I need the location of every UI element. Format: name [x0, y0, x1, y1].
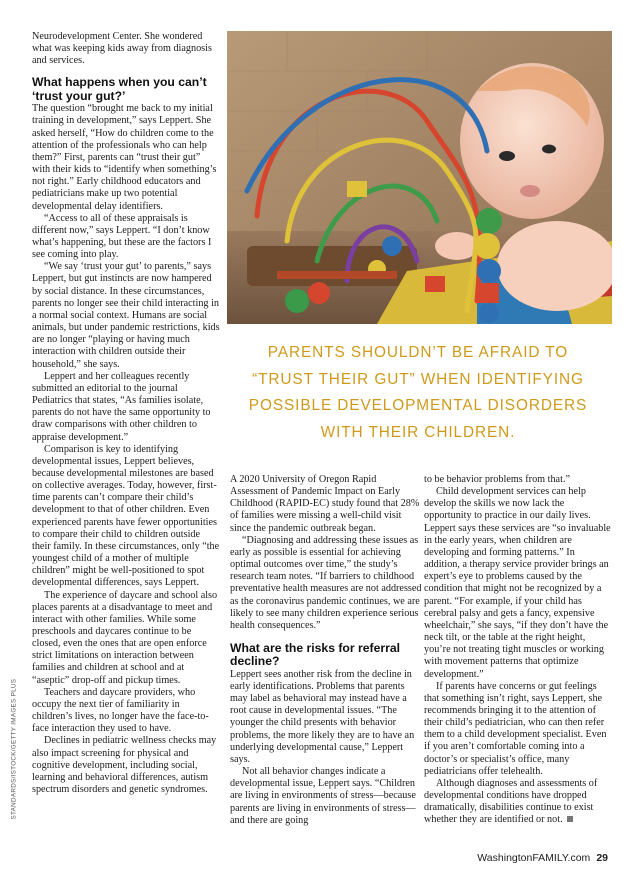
pull-quote-line: PARENTS SHOULDN’T BE AFRAID TO — [267, 344, 569, 361]
paragraph: The question “brought me back to my initial training in development,” says Leppert. She asked herself, “How do children come to the attention of the professionals who can help them?” First, parents can “trust their gut” with their kids to “identify when something’s not right.” Early childhood educators and pediatricians make up two potential developmental delay identifiers. — [32, 103, 217, 212]
photo-illustration — [227, 31, 612, 324]
baby-playing-photo — [227, 31, 612, 324]
paragraph — [424, 778, 611, 827]
paragraph: Declines in pediatric wellness checks may also impact screening for physical and cognitive development, including social, learning and behavioral differences, autism spectrum disorders and genetic syndromes. — [32, 735, 217, 796]
paragraph: A 2020 University of Oregon Rapid Assessment of Pandemic Impact on Early Childhood (RAPID-EC) study found that 28% of families were missing a well-child visit since the pandemic outbreak began. — [230, 474, 420, 534]
paragraph: Comparison is key to identifying developmental issues, Leppert believes, because developmental milestones are based on collective averages. Today, however, first-time parents can’t compare their child’s development to that of other children. Even experienced parents have fewer opportunities to compare their child to children outside their family. In these circumstances, only “the youngest child of a mother of multiple children” might be well-positioned to spot developmental differences, says Leppert. — [32, 443, 220, 589]
paragraph: Child development services can help develop the skills we now lack the opportunity to practice in our daily lives. Leppert says these services are “so invaluable in the early years, when children are developing and forming patterns.” In addition, a therapy service provider brings an expert’s eye to problems caused by the condition that might not be recognized by a parent. “For example, if your child has cerebral palsy and gets a fancy, expensive wheelchair,” she says, “if they don’t have the neck tilt, or the table at the right height, you’re not treating tight muscles or working with movement patterns that optimize development.” — [424, 486, 611, 680]
pull-quote-line: “TRUST THEIR GUT” WHEN IDENTIFYING — [252, 370, 584, 388]
section-heading-trust-gut: What happens when you can’t ‘trust your gut?’ — [32, 75, 207, 103]
end-mark-icon — [567, 816, 573, 822]
left-column — [32, 31, 220, 796]
paragraph: “We say ‘trust your gut’ to parents,” says Leppert, but gut instincts are now hampered by social distance. In these circumstances, parents no longer see their child interacting in a normal social context. Humans are social animals, but under pandemic restrictions, kids are no longer “playing or having much interaction with children outside their household,” she says. — [32, 261, 220, 370]
section-heading-referral-decline: What are the risks for referral decline? — [230, 641, 401, 669]
footer-site: WashingtonFAMILY.com — [477, 852, 591, 864]
paragraph: “Diagnosing and addressing these issues as early as possible is essential for achieving optimal outcomes over time,” the study’s research team notes. “If barriers to childhood preventative health measures are not addressed as the coronavirus pandemic continues, we are likely to see many children experience serious health consequences.” — [230, 534, 422, 631]
photo-credit: STANDARDS/ISTOCK/GETTY IMAGES PLUS — [10, 678, 18, 820]
paragraph: Not all behavior changes indicate a developmental issue, Leppert says. “Children are living in environments of stress—because parents are living in environments of stress—and there are going — [230, 766, 416, 826]
pull-quote-line: POSSIBLE DEVELOPMENTAL DISORDERS — [248, 397, 588, 414]
paragraph-text: Although diagnoses and assessments of developmental conditions have dropped dramatically, disabilities continue to exist whether they are identified or not. — [424, 777, 598, 826]
paragraph: Leppert and her colleagues recently submitted an editorial to the journal Pediatrics that states, “As families isolate, parents do not have the same opportunity to draw comparisons with other children to appraise development.” — [32, 370, 211, 443]
paragraph: Teachers and daycare providers, who occupy the next tier of familiarity in children’s lives, no longer have the face-to-face interaction they used to have. — [32, 686, 209, 735]
right-column — [424, 474, 611, 827]
middle-column — [230, 474, 423, 827]
paragraph: “Access to all of these appraisals is different now,” says Leppert. “I don’t know what’s happening, but these are the factors I see coming into play. — [32, 212, 212, 261]
pull-quote — [228, 340, 608, 446]
paragraph: Leppert sees another risk from the decline in early identifications. Problems that parents may label as behavioral may instead have a root cause in developmental issues. “The younger the child presents with behavior problems, the more likely they are to have an underlying developmental cause,” Leppert says. — [230, 668, 415, 765]
paragraph: If parents have concerns or gut feelings that something isn’t right, says Leppert, she recommends bringing it to the attention of their child’s pediatrician, who can then refer them to a child development specialist. Even if you aren’t comfortable coming into a doctor’s or specialist’s office, many pediatricians offer telehealth. — [424, 680, 607, 777]
paragraph: The experience of daycare and school also places parents at a disadvantage to meet and interact with other families. While some preschools and daycares continue to be closed, even the ones that are open enforce strict limitations on interaction between families and children at school and at “aseptic” drop-off and pickup times. — [32, 589, 218, 686]
paragraph: to be behavior problems from that.” — [424, 474, 570, 485]
intro-text: Neurodevelopment Center. She wondered what was keeping kids away from diagnosis and services. — [32, 31, 212, 67]
page-number: 29 — [596, 852, 608, 864]
pull-quote-line: WITH THEIR CHILDREN. — [320, 423, 516, 441]
page-footer — [477, 852, 608, 864]
